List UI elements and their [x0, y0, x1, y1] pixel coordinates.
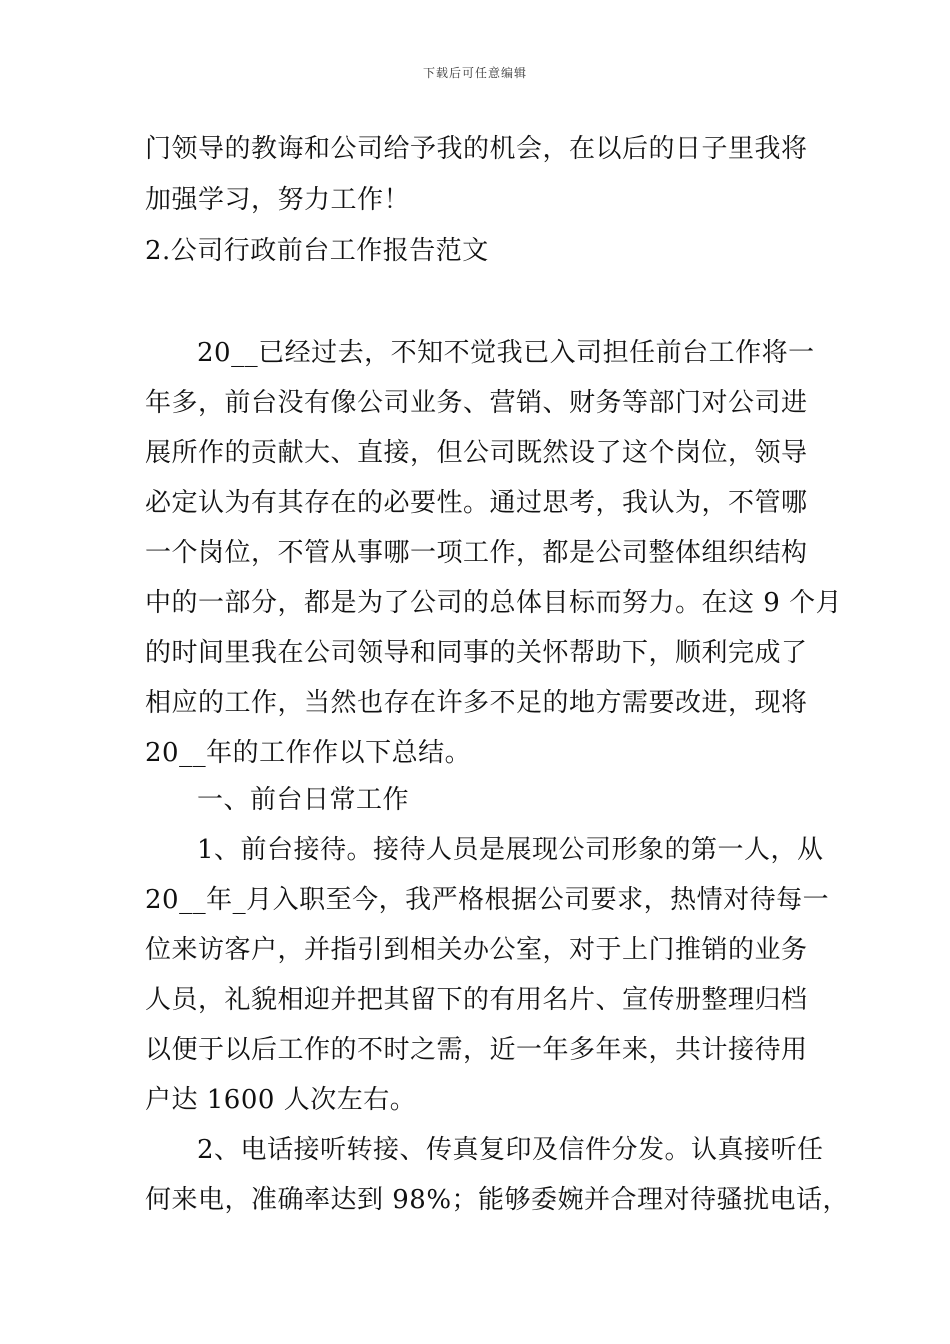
body-line: 一个岗位，不管从事哪一项工作，都是公司整体组织结构: [145, 538, 808, 568]
body-line: 相应的工作，当然也存在许多不足的地方需要改进，现将: [145, 688, 808, 718]
body-line: 门领导的教诲和公司给予我的机会，在以后的日子里我将: [145, 134, 808, 164]
body-line: 展所作的贡献大、直接，但公司既然设了这个岗位，领导: [145, 438, 808, 468]
page-header-note: 下载后可任意编辑: [422, 66, 527, 80]
body-line: 中的一部分，都是为了公司的总体目标而努力。在这 9 个月: [145, 588, 843, 618]
paragraph-first-line: 2、电话接听转接、传真复印及信件分发。认真接听任: [197, 1135, 824, 1165]
body-line: 位来访客户，并指引到相关办公室，对于上门推销的业务: [145, 935, 808, 965]
body-line: 必定认为有其存在的必要性。通过思考，我认为，不管哪: [145, 488, 808, 518]
paragraph-first-line: 20__已经过去，不知不觉我已入司担任前台工作将一: [197, 338, 815, 368]
body-line: 20__年的工作作以下总结。: [145, 738, 472, 768]
body-line: 20__年_月入职至今，我严格根据公司要求，热情对待每一: [145, 885, 830, 915]
body-line: 户达 1600 人次左右。: [145, 1085, 417, 1115]
body-line: 年多，前台没有像公司业务、营销、财务等部门对公司进: [145, 388, 808, 418]
section-heading: 2.公司行政前台工作报告范文: [145, 236, 489, 266]
body-line: 何来电，准确率达到 98%；能够委婉并合理对待骚扰电话，: [145, 1185, 850, 1215]
body-line: 人员，礼貌相迎并把其留下的有用名片、宣传册整理归档: [145, 985, 808, 1015]
paragraph-first-line: 1、前台接待。接待人员是展现公司形象的第一人，从: [197, 835, 824, 865]
subsection-heading: 一、前台日常工作: [197, 785, 410, 815]
body-line: 以便于以后工作的不时之需，近一年多年来，共计接待用: [145, 1035, 808, 1065]
body-line: 加强学习，努力工作！: [145, 185, 411, 215]
body-line: 的时间里我在公司领导和同事的关怀帮助下，顺利完成了: [145, 638, 808, 668]
